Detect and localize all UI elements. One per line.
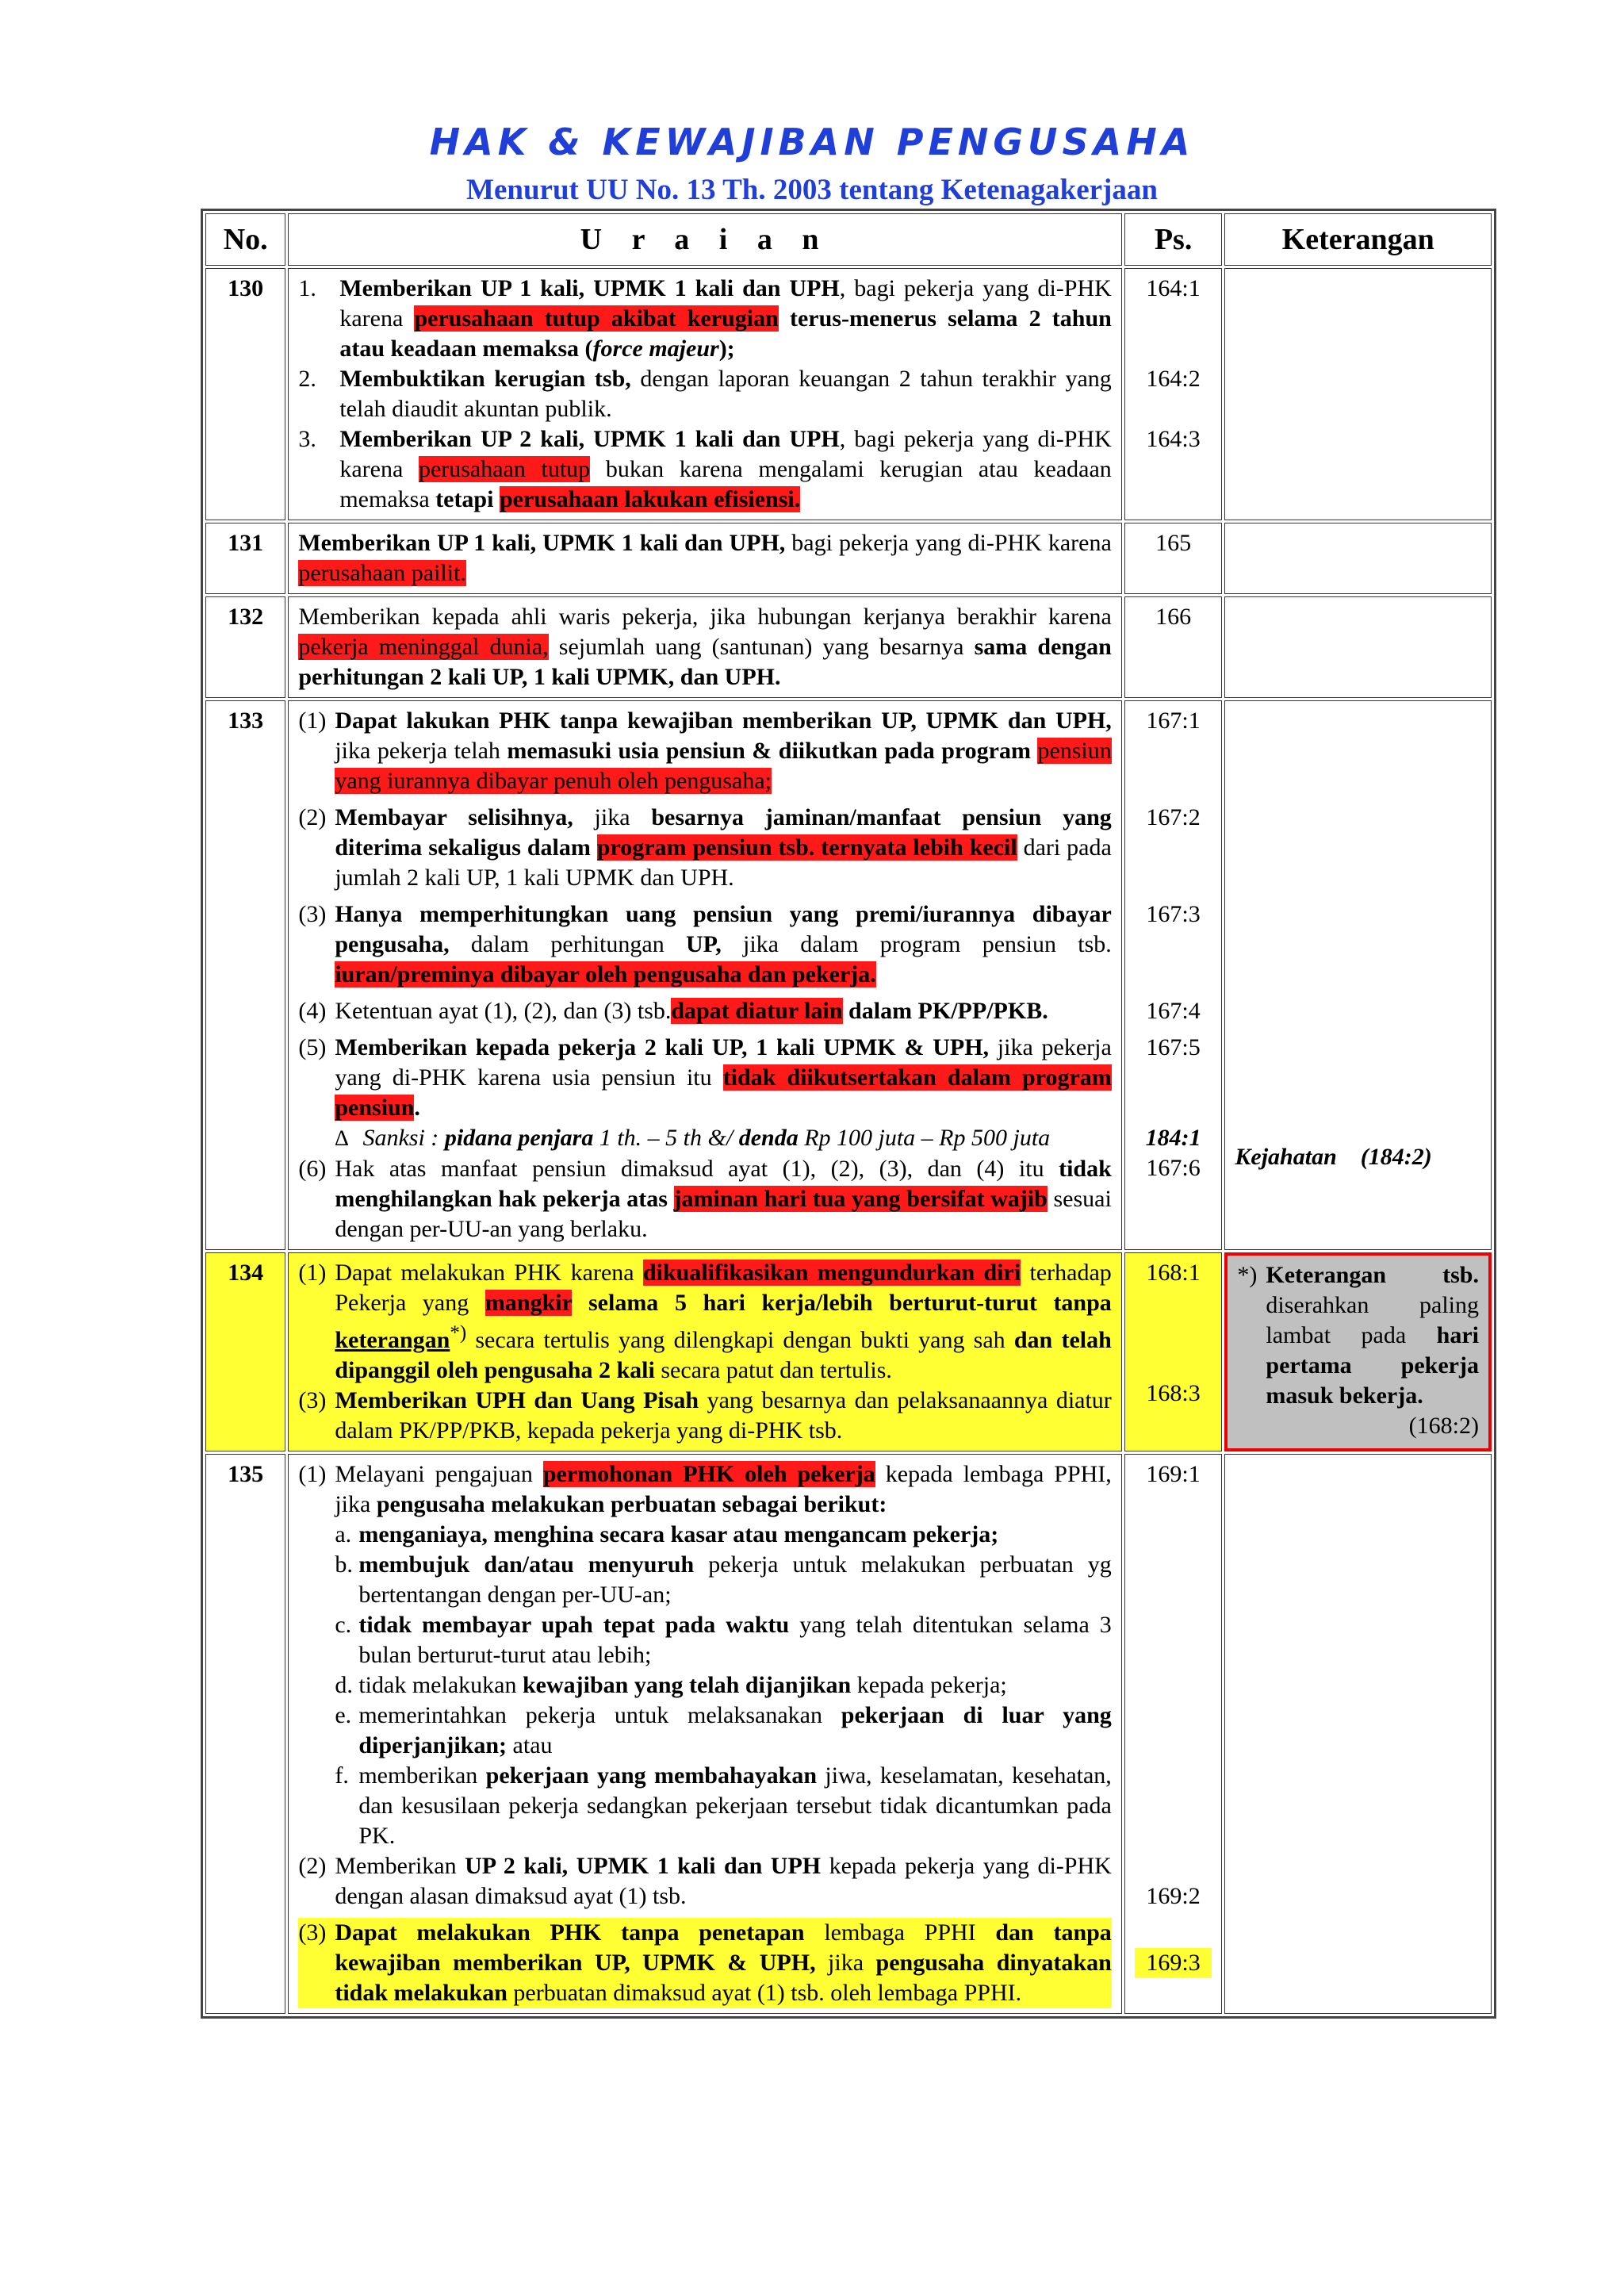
rights-table (201, 209, 1496, 2019)
list-item: (3) Hanya memperhitungkan uang pensiun yang premi/iurannya dibayar pengusaha, dalam perhitungan UP, jika dalam program pensiun tsb. iuran/preminya dibayar oleh pengusaha dan pekerja. (298, 901, 1112, 987)
highlight: perusahaan tutup akibat kerugian (414, 305, 779, 332)
table-header-row (205, 213, 1492, 266)
sub-item: a. menganiaya, menghina secara kasar atau mengancam pekerja; (335, 1521, 999, 1547)
table-row (205, 1454, 1492, 2014)
highlight: mangkir (485, 1290, 573, 1316)
header-keterangan: Keterangan (1224, 213, 1492, 266)
page-title: HAK & KEWAJIBAN PENGUSAHA (429, 121, 1195, 163)
row-uraian (288, 1252, 1121, 1451)
row-keterangan (1224, 1454, 1492, 2014)
row-number: 133 (205, 700, 285, 1250)
highlight: pekerja meninggal dunia, (298, 634, 549, 660)
table-row (205, 700, 1492, 1250)
header-uraian: U r a i a n (288, 213, 1121, 266)
row-ps: 164:1 164:2 164:3 (1124, 268, 1223, 520)
header-ps: Ps. (1124, 213, 1223, 266)
row-number: 131 (205, 523, 285, 594)
list-item: (1) Dapat melakukan PHK karena dikualifikasikan mengundurkan diri terhadap Pekerja yang mangkir selama 5 hari kerja/lebih berturut-turut tanpa keterangan*) secara tertulis yang dilengkapi dengan bukti yang sah dan telah dipanggil oleh pengusaha 2 kali secara patut dan tertulis. (298, 1260, 1112, 1383)
row-ps: 169:1 169:2 169:3 (1124, 1454, 1223, 2014)
highlight: program pensiun tsb. ternyata lebih kecil (596, 834, 1017, 861)
list-item: (2) Membayar selisihnya, jika besarnya jaminan/manfaat pensiun yang diterima sekaligus dalam program pensiun tsb. ternyata lebih kecil dari pada jumlah 2 kali UP, 1 kali UPMK dan UPH. (298, 804, 1112, 891)
row-uraian (288, 1454, 1121, 2014)
list-item: (5) Memberikan kepada pekerja 2 kali UP, 1 kali UPMK & UPH, jika pekerja yang di-PHK karena usia pensiun itu tidak diikutsertakan dalam program pensiun. (298, 1034, 1112, 1121)
header-no: No. (205, 213, 285, 266)
row-ps: 167:1 167:2 167:3 167:4 167:5 184:1 167:6 (1124, 700, 1223, 1250)
list-item: (4) Ketentuan ayat (1), (2), dan (3) tsb.dapat diatur lain dalam PK/PP/PKB. (298, 998, 1048, 1024)
list-item: 2. Membuktikan kerugian tsb, dengan laporan keuangan 2 tahun terakhir yang telah diaudit akuntan publik. (298, 366, 1112, 422)
row-ps: 165 (1124, 523, 1223, 594)
table-row (205, 596, 1492, 698)
sub-item: e. memerintahkan pekerja untuk melaksanakan pekerjaan di luar yang diperjanjikan; atau (335, 1702, 1112, 1758)
row-ps: 168:1 168:3 (1124, 1252, 1223, 1451)
sub-item: d. tidak melakukan kewajiban yang telah dijanjikan kepada pekerja; (335, 1672, 1007, 1698)
row-uraian: Memberikan UP 1 kali, UPMK 1 kali dan UPH, bagi pekerja yang di-PHK karena perusahaan pailit. (288, 523, 1121, 594)
row-ps: 166 (1124, 596, 1223, 698)
row-keterangan (1224, 523, 1492, 594)
list-item: 3. Memberikan UP 2 kali, UPMK 1 kali dan UPH, bagi pekerja yang di-PHK karena perusahaan tutup bukan karena mengalami kerugian atau keadaan memaksa tetapi perusahaan lakukan efisiensi. (298, 426, 1112, 512)
row-number: 130 (205, 268, 285, 520)
row-uraian (288, 268, 1121, 520)
highlight: pensiun yang iurannya dibayar penuh oleh pengusaha; (335, 738, 1112, 794)
highlight: permohonan PHK oleh pekerja (542, 1461, 875, 1487)
sanction-note: Kejahatan (184:2) (1235, 1144, 1432, 1170)
highlight: tidak diikutsertakan dalam program pensiun (335, 1064, 1112, 1121)
list-item: (1) Melayani pengajuan permohonan PHK oleh pekerja kepada lembaga PPHI, jika pengusaha melakukan perbuatan sebagai berikut: (298, 1461, 1112, 1517)
highlight: iuran/preminya dibayar oleh pengusaha dan pekerja. (335, 961, 876, 987)
row-keterangan (1224, 596, 1492, 698)
table-row (205, 523, 1492, 594)
list-item: (2) Memberikan UP 2 kali, UPMK 1 kali dan UPH kepada pekerja yang di-PHK dengan alasan dimaksud ayat (1) tsb. (298, 1853, 1112, 1909)
list-item: (6) Hak atas manfaat pensiun dimaksud ayat (1), (2), (3), dan (4) itu tidak menghilangkan hak pekerja atas jaminan hari tua yang bersifat wajib sesuai dengan per-UU-an yang berlaku. (298, 1156, 1112, 1242)
list-item: (1) Dapat lakukan PHK tanpa kewajiban memberikan UP, UPMK dan UPH, jika pekerja telah memasuki usia pensiun & diikutkan pada program pensiun yang iurannya dibayar penuh oleh pengusaha; (298, 708, 1112, 794)
highlight: perusahaan pailit. (298, 560, 466, 586)
page-subtitle: Menurut UU No. 13 Th. 2003 tentang Ketenagakerjaan (466, 174, 1158, 206)
row-uraian: Memberikan kepada ahli waris pekerja, jika hubungan kerjanya berakhir karena pekerja meninggal dunia, sejumlah uang (santunan) yang besarnya sama dengan perhitungan 2 kali UP, 1 kali UPMK, dan UPH. (288, 596, 1121, 698)
triangle-icon: ∆ (335, 1126, 349, 1151)
sub-item: b. membujuk dan/atau menyuruh pekerja untuk melakukan perbuatan yg bertentangan dengan per-UU-an; (335, 1551, 1112, 1608)
highlight: dapat diatur lain (671, 998, 843, 1024)
table-row (205, 1252, 1492, 1451)
sanction-line: ∆ Sanksi : pidana penjara 1 th. – 5 th &/ denda Rp 100 juta – Rp 500 juta (298, 1123, 1111, 1154)
row-number: 134 (205, 1252, 285, 1451)
row-number: 135 (205, 1454, 285, 2014)
list-item: 1. Memberikan UP 1 kali, UPMK 1 kali dan UPH, bagi pekerja yang di-PHK karena perusahaan tutup akibat kerugian terus-menerus selama 2 tahun atau keadaan memaksa (force majeur); (298, 275, 1112, 362)
list-item: (3) Memberikan UPH dan Uang Pisah yang besarnya dan pelaksanaannya diatur dalam PK/PP/PKB, kepada pekerja yang di-PHK tsb. (298, 1387, 1112, 1444)
row-number: 132 (205, 596, 285, 698)
highlight: perusahaan tutup (418, 456, 591, 482)
row-keterangan: *) Keterangan tsb. diserahkan paling lambat pada hari pertama pekerja masuk bekerja. (168:2) (1224, 1252, 1492, 1451)
table-row (205, 268, 1492, 520)
sub-item: f. memberikan pekerjaan yang membahayakan jiwa, keselamatan, kesehatan, dan kesusilaan pekerja sedangkan pekerjaan tersebut tidak dicantumkan pada PK. (335, 1762, 1112, 1849)
row-uraian (288, 700, 1121, 1250)
highlight: jaminan hari tua yang bersifat wajib (673, 1186, 1048, 1212)
list-item-highlighted: (3) Dapat melakukan PHK tanpa penetapan lembaga PPHI dan tanpa kewajiban memberikan UP, UPMK & UPH, jika pengusaha dinyatakan tidak melakukan perbuatan dimaksud ayat (1) tsb. oleh lembaga PPHI. (298, 1918, 1111, 2008)
row-keterangan (1224, 268, 1492, 520)
highlight: perusahaan lakukan efisiensi. (499, 486, 801, 512)
highlight: dikualifikasikan mengundurkan diri (642, 1260, 1021, 1286)
sub-item: c. tidak membayar upah tepat pada waktu yang telah ditentukan selama 3 bulan berturut-turut atau lebih; (335, 1612, 1112, 1668)
row-keterangan (1224, 700, 1492, 1250)
